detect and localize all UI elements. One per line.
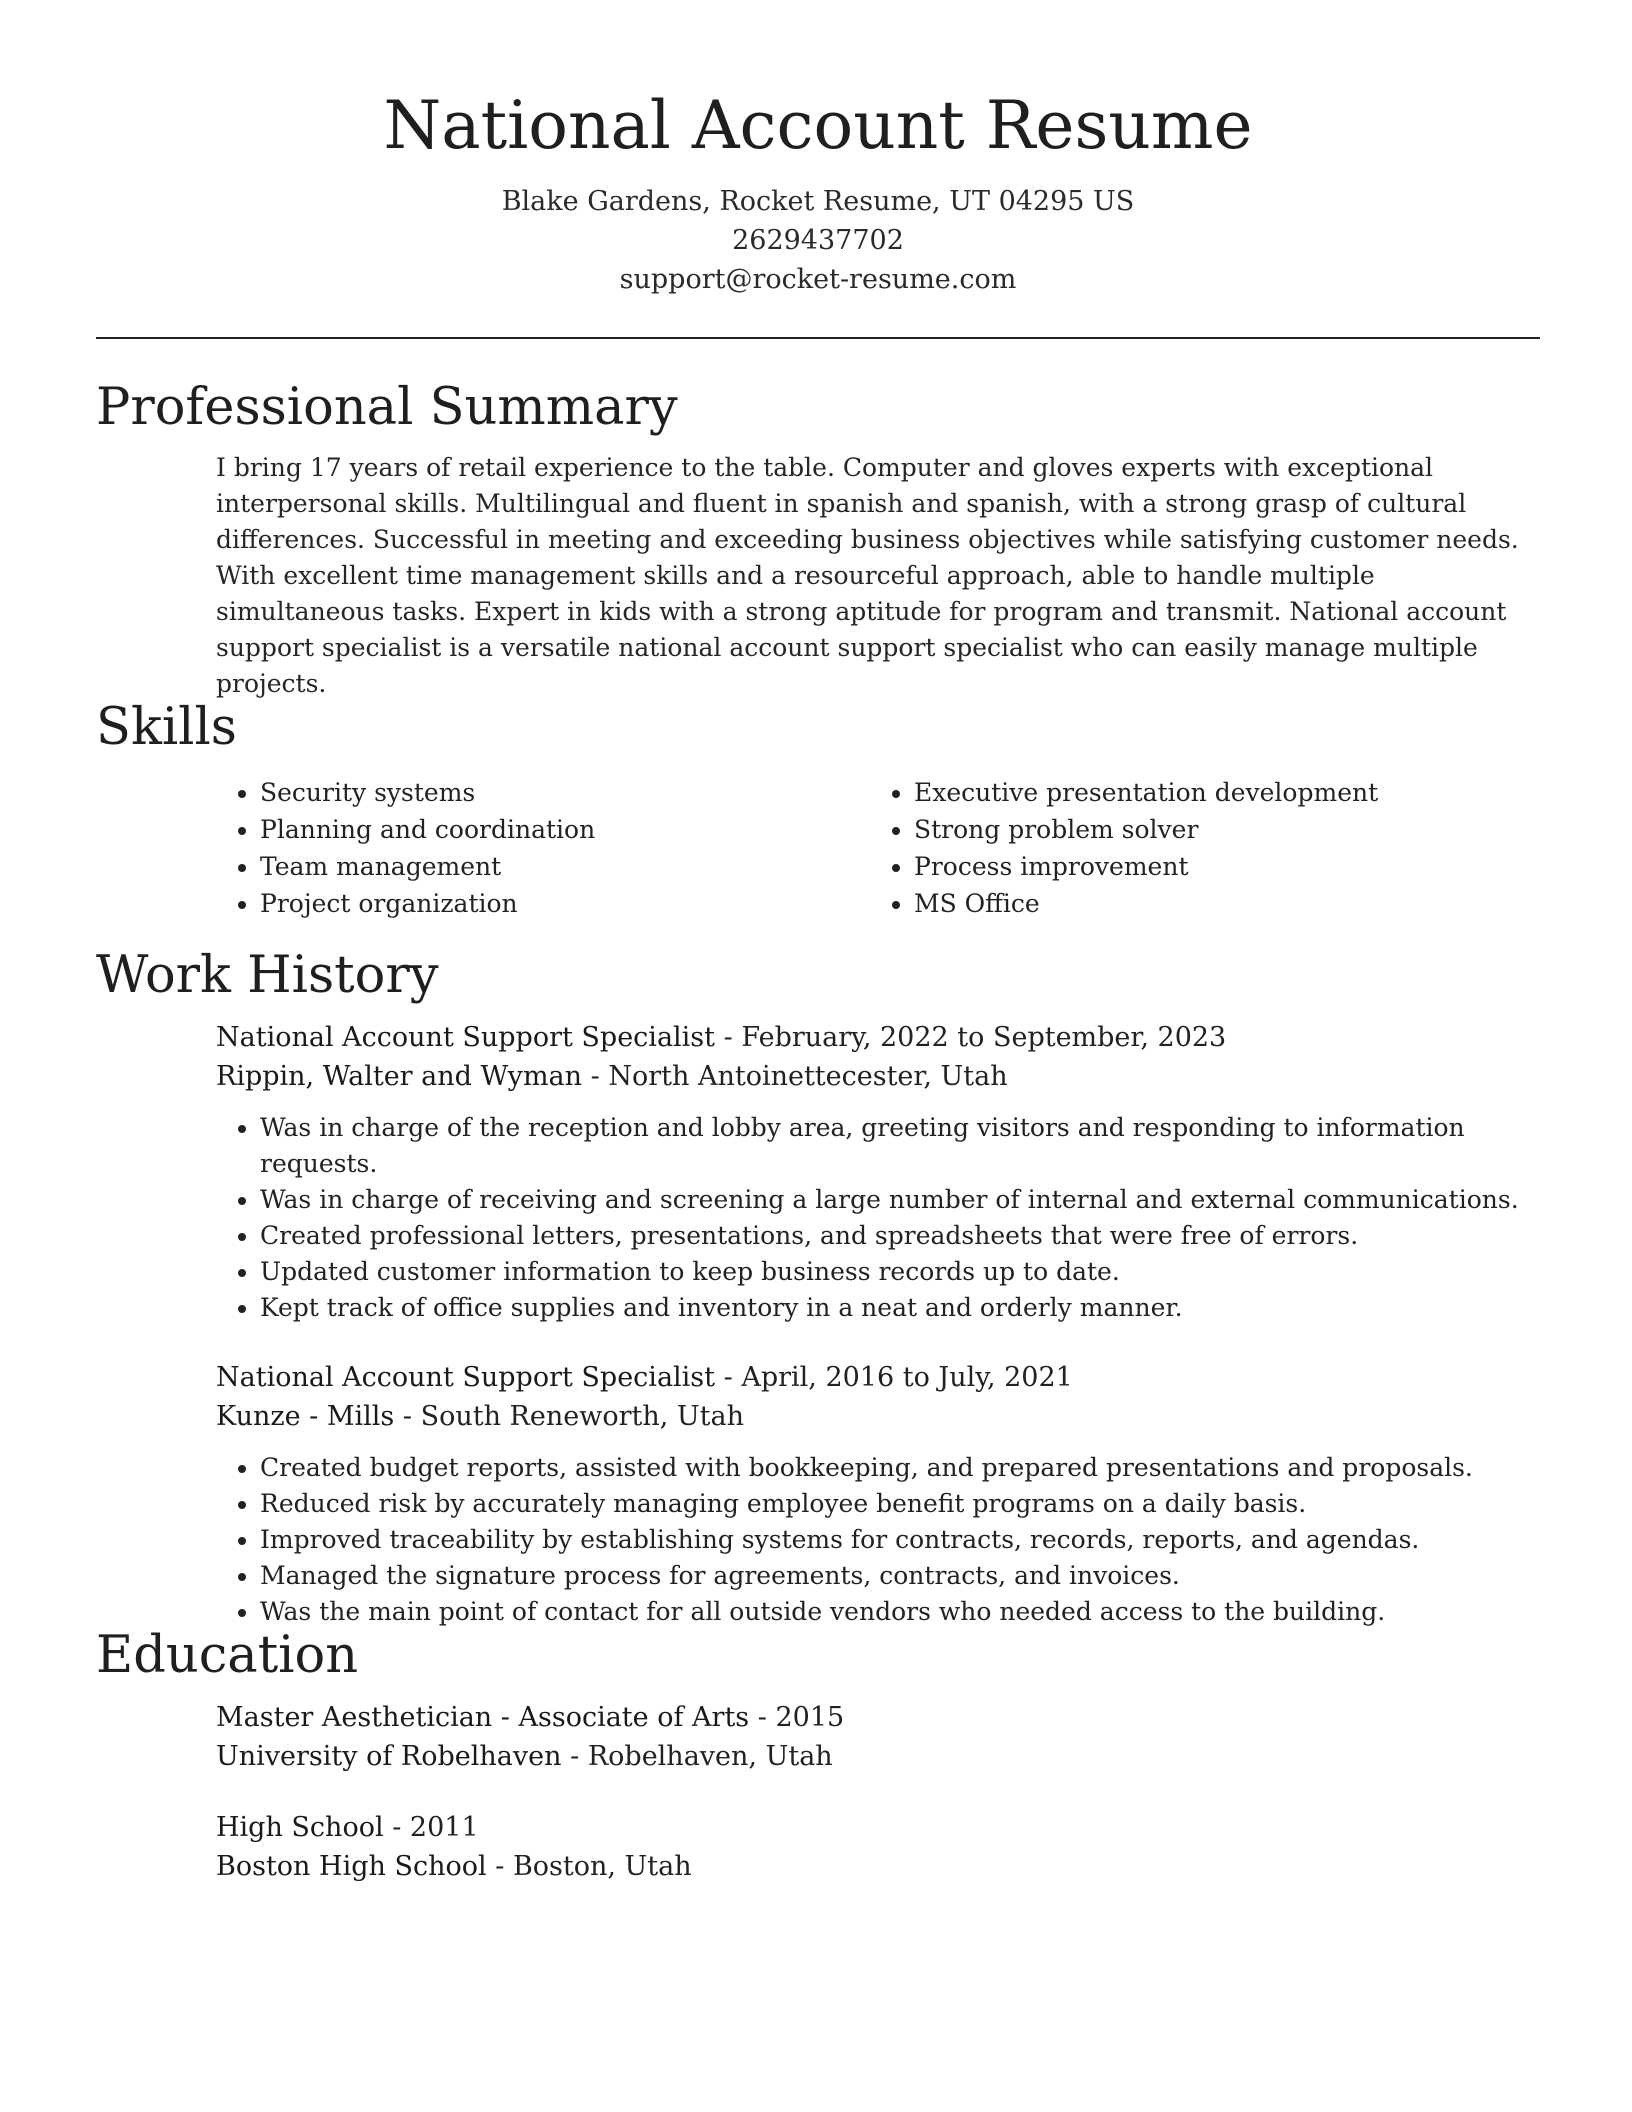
separator: -	[723, 1362, 742, 1393]
skills-section	[96, 696, 1540, 922]
job-bullet: • Was the main point of contact for all outside vendors who needed access to the building.	[260, 1594, 1540, 1630]
job-title-line	[216, 1018, 1540, 1057]
skill-item: • Executive presentation development	[914, 774, 1524, 811]
job-bullets	[216, 1450, 1540, 1630]
job-company-line	[216, 1057, 1540, 1096]
skill-item: • Process improvement	[914, 848, 1524, 885]
education-degree-line	[216, 1808, 1540, 1847]
skill-item: • Strong problem solver	[914, 811, 1524, 848]
separator: -	[757, 1702, 776, 1733]
summary-heading: Professional Summary	[96, 378, 678, 437]
education-school: University of Robelhaven	[216, 1741, 562, 1772]
skill-item: • Team management	[260, 848, 870, 885]
job-bullet: • Was in charge of the reception and lobby area, greeting visitors and responding to information requests.	[260, 1110, 1540, 1182]
separator: -	[392, 1812, 410, 1843]
skills-grid	[216, 774, 1540, 922]
job-company: Kunze - Mills	[216, 1401, 395, 1432]
job-title-line	[216, 1358, 1540, 1397]
skill-item: • MS Office	[914, 885, 1524, 922]
job-position: National Account Support Specialist	[216, 1022, 716, 1053]
job-dates: April, 2016 to July, 2021	[741, 1362, 1073, 1393]
job-bullet: • Reduced risk by accurately managing employee benefit programs on a daily basis.	[260, 1486, 1540, 1522]
education-degree: High School	[216, 1812, 384, 1843]
phone-line: 2629437702	[732, 225, 904, 256]
job-bullet: • Created budget reports, assisted with bookkeeping, and prepared presentations and proposals.	[260, 1450, 1540, 1486]
job-bullet: • Kept track of office supplies and inventory in a neat and orderly manner.	[260, 1290, 1540, 1326]
education-school-line	[216, 1737, 1540, 1776]
separator: -	[495, 1851, 513, 1882]
address-line: Blake Gardens, Rocket Resume, UT 04295 US	[501, 186, 1135, 217]
resume-name: National Account Resume	[383, 87, 1253, 164]
job-entry	[216, 1358, 1540, 1630]
header-divider	[96, 337, 1540, 339]
education-degree: Master Aesthetician - Associate of Arts	[216, 1702, 750, 1733]
education-year: 2011	[409, 1812, 479, 1843]
job-bullet: • Improved traceability by establishing systems for contracts, records, reports, and agendas.	[260, 1522, 1540, 1558]
resume-header	[96, 0, 1540, 339]
skills-column-right	[870, 774, 1524, 922]
job-bullets	[216, 1110, 1540, 1326]
education-school-line	[216, 1847, 1540, 1886]
job-company-line	[216, 1397, 1540, 1436]
skill-item: • Planning and coordination	[260, 811, 870, 848]
summary-text: I bring 17 years of retail experience to the table. Computer and gloves experts with exceptional interpersonal skills. Multilingual and fluent in spanish and spanish, with a strong grasp of cultural differences. Successful in meeting and exceeding business objectives while satisfying customer needs. With excellent time management skills and a resourceful approach, able to handle multiple simultaneous tasks. Expert in kids with a strong aptitude for program and transmit. National account support specialist is a versatile national account support specialist who can easily manage multiple projects.	[216, 453, 1519, 698]
job-bullet: • Managed the signature process for agreements, contracts, and invoices.	[260, 1558, 1540, 1594]
education-school: Boston High School	[216, 1851, 487, 1882]
separator: -	[402, 1401, 421, 1432]
job-location: North Antoinettecester, Utah	[608, 1061, 1008, 1092]
separator: -	[570, 1741, 588, 1772]
education-entry	[216, 1698, 1540, 1776]
education-year: 2015	[775, 1702, 845, 1733]
separator: -	[590, 1061, 609, 1092]
resume-page	[96, 0, 1540, 1882]
education-degree-line	[216, 1698, 1540, 1737]
skill-item: • Project organization	[260, 885, 870, 922]
email-line: support@rocket-resume.com	[619, 264, 1017, 295]
summary-section	[96, 376, 1540, 702]
skills-column-left	[216, 774, 870, 922]
education-entry	[216, 1808, 1540, 1886]
skills-heading: Skills	[96, 698, 237, 757]
job-position: National Account Support Specialist	[216, 1362, 716, 1393]
work-history-section	[96, 944, 1540, 1630]
job-bullet: • Created professional letters, presentations, and spreadsheets that were free of errors.	[260, 1218, 1540, 1254]
education-heading: Education	[96, 1626, 359, 1685]
job-location: South Reneworth, Utah	[420, 1401, 744, 1432]
work-history-heading: Work History	[96, 946, 439, 1005]
job-entry	[216, 1018, 1540, 1326]
job-dates: February, 2022 to September, 2023	[741, 1022, 1227, 1053]
skill-item: • Security systems	[260, 774, 870, 811]
job-company: Rippin, Walter and Wyman	[216, 1061, 583, 1092]
separator: -	[723, 1022, 742, 1053]
job-bullet: • Was in charge of receiving and screening a large number of internal and external communications.	[260, 1182, 1540, 1218]
education-section	[96, 1624, 1540, 1886]
education-location: Robelhaven, Utah	[587, 1741, 833, 1772]
education-location: Boston, Utah	[512, 1851, 692, 1882]
job-bullet: • Updated customer information to keep business records up to date.	[260, 1254, 1540, 1290]
